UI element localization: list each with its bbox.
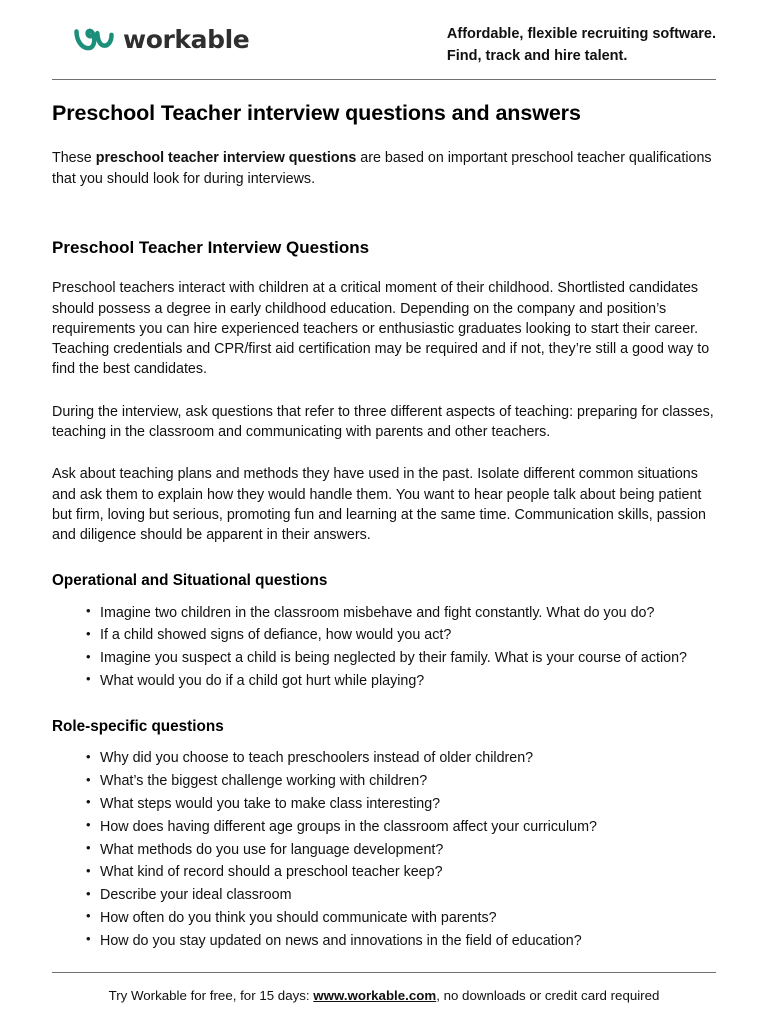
- list-item: • What methods do you use for language development?: [100, 840, 716, 860]
- page-header: [52, 0, 716, 68]
- page-footer: [52, 972, 716, 1006]
- list-item: • How often do you think you should communicate with parents?: [100, 908, 716, 928]
- list-item: • How does having different age groups in the classroom affect your curriculum?: [100, 817, 716, 837]
- workable-logo[interactable]: [74, 24, 249, 54]
- footer-text-prefix: Try Workable for free, for 15 days:: [108, 988, 314, 1004]
- workable-wordmark: workable: [123, 24, 250, 54]
- body-paragraph: Preschool teachers interact with children at a critical moment of their childhood. Shortlisted candidates should possess a degree in early childhood education. Depending on the company and position’s requirements you can hire experienced teachers or enthusiastic graduates looking to start their career. Teaching credentials and CPR/first aid certification may be required and if not, they’re still a good way to find the best candidates.: [52, 280, 710, 378]
- page-title: Preschool Teacher interview questions and answers: [52, 100, 581, 125]
- list-item: • Describe your ideal classroom: [100, 885, 716, 905]
- intro-suffix: are based on important preschool teacher qualifications that you should look for during interviews.: [52, 150, 712, 187]
- subsection-heading-operational: Operational and Situational questions: [52, 572, 328, 590]
- header-tagline: [447, 22, 716, 68]
- workable-swirl-icon: [74, 24, 114, 54]
- list-item: • If a child showed signs of defiance, how would you act?: [100, 625, 716, 645]
- tagline-line-2-prefix: Find, track and: [446, 47, 555, 64]
- role-specific-questions-list: [52, 748, 716, 951]
- subsection-heading-role-specific: Role-specific questions: [52, 718, 224, 736]
- body-paragraph: During the interview, ask questions that refer to three different aspects of teaching: preparing for classes, teaching in the classroom and communicating with parents and other teachers.: [52, 403, 714, 440]
- list-item: • How do you stay updated on news and innovations in the field of education?: [100, 931, 716, 951]
- document-content: [52, 80, 716, 952]
- tagline-line-2-bold: hire: [554, 47, 581, 64]
- operational-questions-list: [52, 603, 716, 692]
- section-heading-interview-questions: Preschool Teacher Interview Questions: [52, 237, 370, 257]
- footer-divider: [52, 972, 716, 973]
- workable-website-link[interactable]: www.workable.com: [313, 988, 437, 1004]
- list-item: • What would you do if a child got hurt while playing?: [100, 671, 716, 691]
- body-paragraph: Ask about teaching plans and methods they have used in the past. Isolate different common situations and ask them to explain how they would handle them. You want to hear people talk about being patient but firm, loving but serious, promoting fun and learning at the same time. Communication skills, passion and diligence should be apparent in their answers.: [52, 466, 706, 544]
- intro-prefix: These: [52, 150, 96, 167]
- list-item: • Why did you choose to teach preschoolers instead of older children?: [100, 748, 716, 768]
- list-item: • What steps would you take to make class interesting?: [100, 794, 716, 814]
- list-item: • Imagine two children in the classroom misbehave and fight constantly. What do you do?: [100, 603, 716, 623]
- section-body-paragraphs: [52, 278, 716, 545]
- intro-paragraph: [52, 148, 716, 189]
- tagline-line-1: Affordable, flexible recruiting software.: [446, 26, 716, 42]
- footer-text-suffix: , no downloads or credit card required: [436, 988, 660, 1004]
- list-item: • What kind of record should a preschool teacher keep?: [100, 862, 716, 882]
- tagline-line-2: [447, 46, 716, 68]
- intro-bold-phrase: preschool teacher interview questions: [95, 150, 357, 167]
- footer-text: [52, 987, 716, 1006]
- tagline-line-2-suffix: talent.: [580, 47, 628, 64]
- list-item: • What’s the biggest challenge working with children?: [100, 771, 716, 791]
- list-item: • Imagine you suspect a child is being neglected by their family. What is your course of action?: [100, 648, 716, 668]
